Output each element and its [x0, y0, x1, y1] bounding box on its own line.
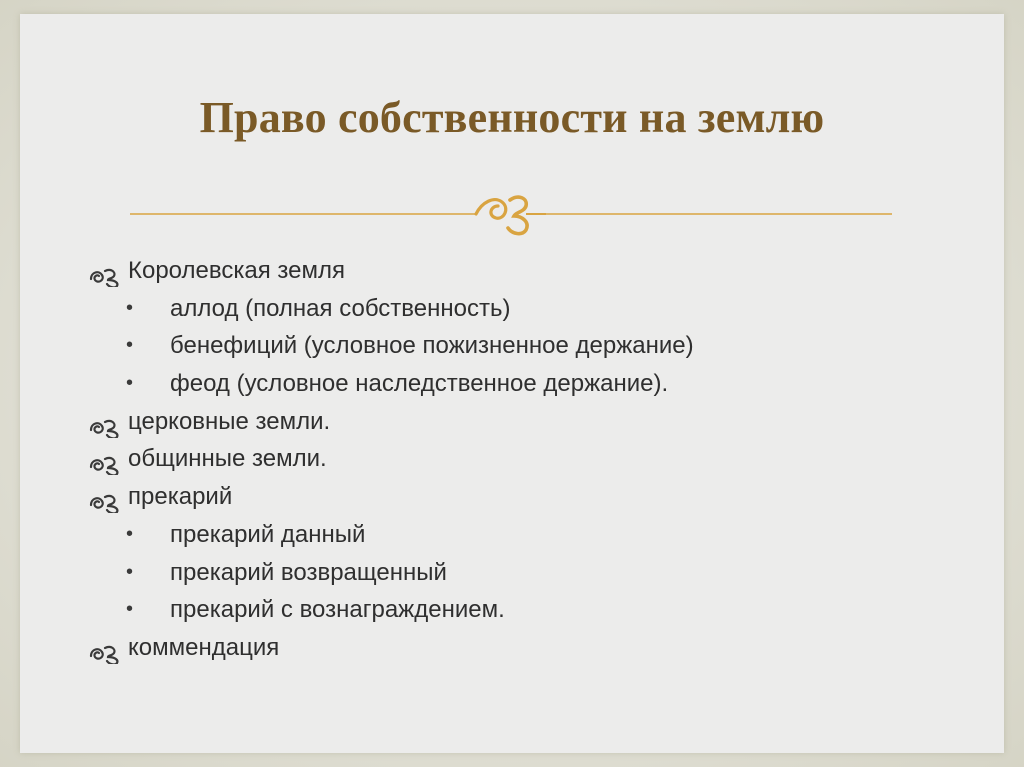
list-item — [86, 252, 966, 290]
list-item-text: церковные земли. — [128, 407, 331, 435]
sub-list-item — [86, 290, 966, 328]
list-item-text: бенефиций (условное пожизненное держание) — [170, 332, 694, 360]
swirl-bullet-icon — [86, 449, 126, 471]
swirl-bullet-icon — [86, 638, 126, 660]
bullet-list — [86, 252, 966, 667]
sub-list-item — [86, 365, 966, 403]
list-item-text: прекарий с вознаграждением. — [170, 596, 505, 624]
list-item — [86, 478, 966, 516]
list-item-text: прекарий — [128, 483, 233, 511]
bullet-dot-icon: • — [126, 334, 134, 357]
slide-title: Право собственности на землю — [199, 93, 825, 142]
list-item-text: феод (условное наследственное держание). — [170, 370, 669, 398]
bullet-dot-icon: • — [126, 560, 134, 583]
sub-list-item — [86, 516, 966, 554]
swirl-bullet-icon — [86, 412, 126, 434]
list-item-text: коммендация — [128, 633, 280, 661]
list-item-text: Королевская земля — [128, 257, 345, 284]
swirl-bullet-icon — [86, 487, 126, 509]
list-item-text: прекарий данный — [170, 520, 366, 548]
list-item-text: аллод (полная собственность) — [170, 294, 511, 322]
list-item — [86, 629, 966, 667]
list-item — [86, 440, 966, 478]
flourish-ornament-icon — [130, 180, 892, 240]
bullet-dot-icon: • — [126, 522, 134, 545]
bullet-dot-icon: • — [126, 598, 134, 621]
list-item-text: прекарий возвращенный — [170, 558, 447, 586]
sub-list-item — [86, 327, 966, 365]
list-item-text: общинные земли. — [128, 445, 327, 473]
sub-list-item — [86, 591, 966, 629]
bullet-dot-icon: • — [126, 372, 134, 395]
bullet-dot-icon: • — [126, 296, 134, 319]
swirl-bullet-icon — [86, 261, 126, 283]
sub-list-item — [86, 554, 966, 592]
list-item — [86, 403, 966, 441]
